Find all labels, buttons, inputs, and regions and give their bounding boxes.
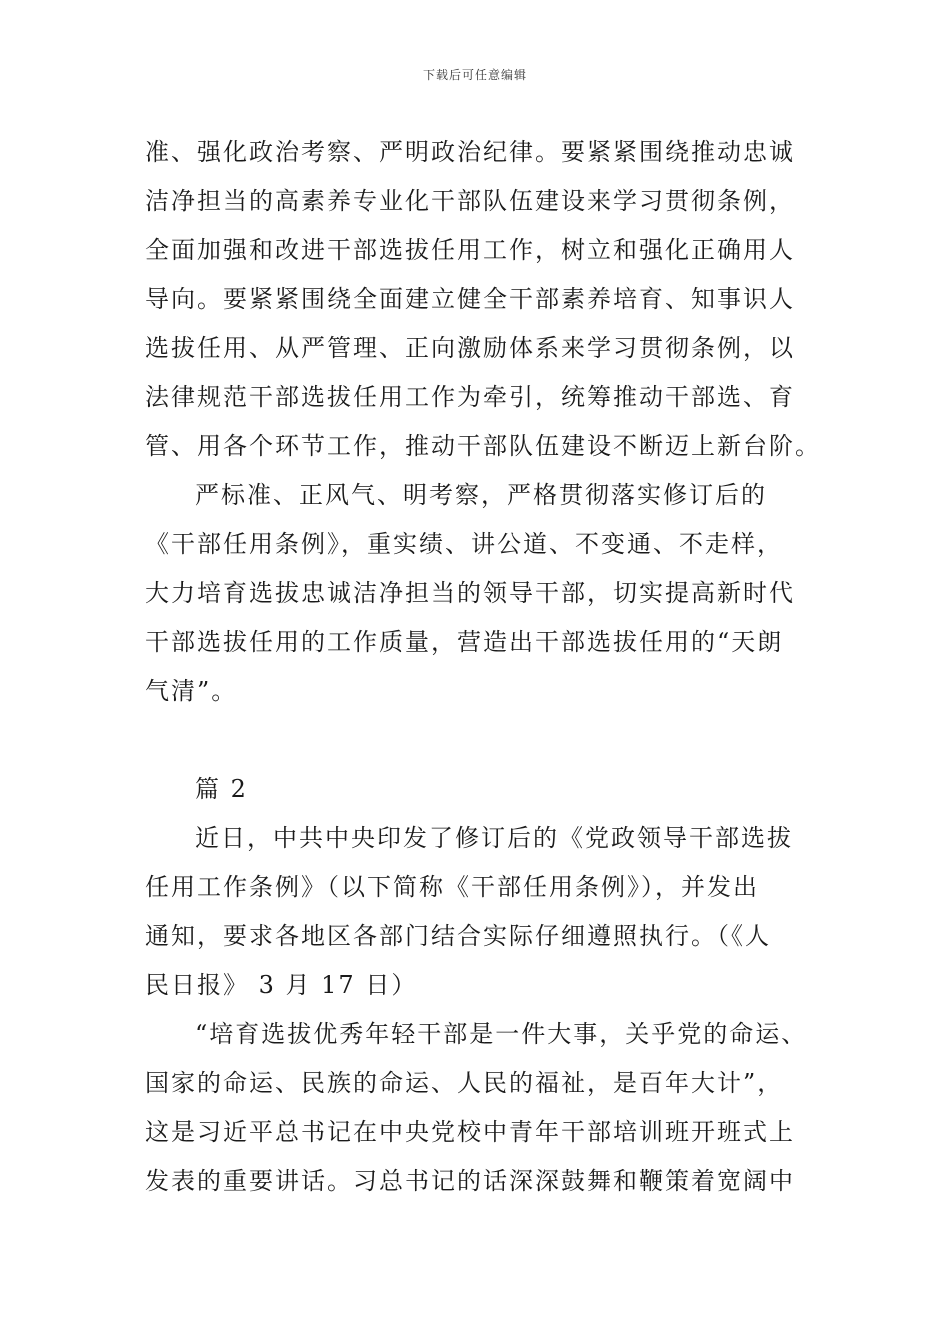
text-line: 法律规范干部选拔任用工作为牵引，统筹推动干部选、育 [145,383,795,411]
text-line: “培育选拔优秀年轻干部是一件大事，关乎党的命运、 [195,1020,808,1048]
text-line: 导向。要紧紧围绕全面建立健全干部素养培育、知事识人 [145,285,795,313]
text-line: 大力培育选拔忠诚洁净担当的领导干部，切实提高新时代 [145,579,795,607]
text-line: 《干部任用条例》，重实绩、讲公道、不变通、不走样， [145,530,783,558]
page-header: 下载后可任意编辑 [422,68,527,82]
text-line: 民日报》 3 月 17 日） [145,971,418,999]
text-line: 国家的命运、民族的命运、人民的福祉，是百年大计”， [145,1069,784,1097]
text-line: 选拔任用、从严管理、正向激励体系来学习贯彻条例，以 [145,334,795,362]
text-line: 严标准、正风气、明考察，严格贯彻落实修订后的 [195,481,767,509]
document-body [145,128,821,1206]
text-line: 管、用各个环节工作，推动干部队伍建设不断迈上新台阶。 [145,432,821,460]
paragraph [145,471,810,716]
text-line: 近日，中共中央印发了修订后的《党政领导干部选拔 [195,824,793,852]
paragraph [145,814,810,1010]
text-line: 洁净担当的高素养专业化干部队伍建设来学习贯彻条例， [145,187,795,215]
paragraph [145,1010,810,1206]
text-line: 干部选拔任用的工作质量，营造出干部选拔任用的“天朗 [145,628,784,656]
text-line: 气清”。 [145,677,238,705]
text-line: 这是习近平总书记在中央党校中青年干部培训班开班式上 [145,1118,795,1146]
text-line: 通知，要求各地区各部门结合实际仔细遵照执行。（《人 [145,922,771,950]
text-line: 准、强化政治考察、严明政治纪律。要紧紧围绕推动忠诚 [145,138,795,166]
text-line: 任用工作条例》（以下简称《干部任用条例》），并发出 [145,873,759,901]
text-line: 发表的重要讲话。习总书记的话深深鼓舞和鞭策着宽阔中 [145,1167,795,1195]
blank-line [145,716,810,765]
text-line: 全面加强和改进干部选拔任用工作，树立和强化正确用人 [145,236,795,264]
section-heading: 篇 2 [195,775,248,803]
paragraph [145,128,821,471]
